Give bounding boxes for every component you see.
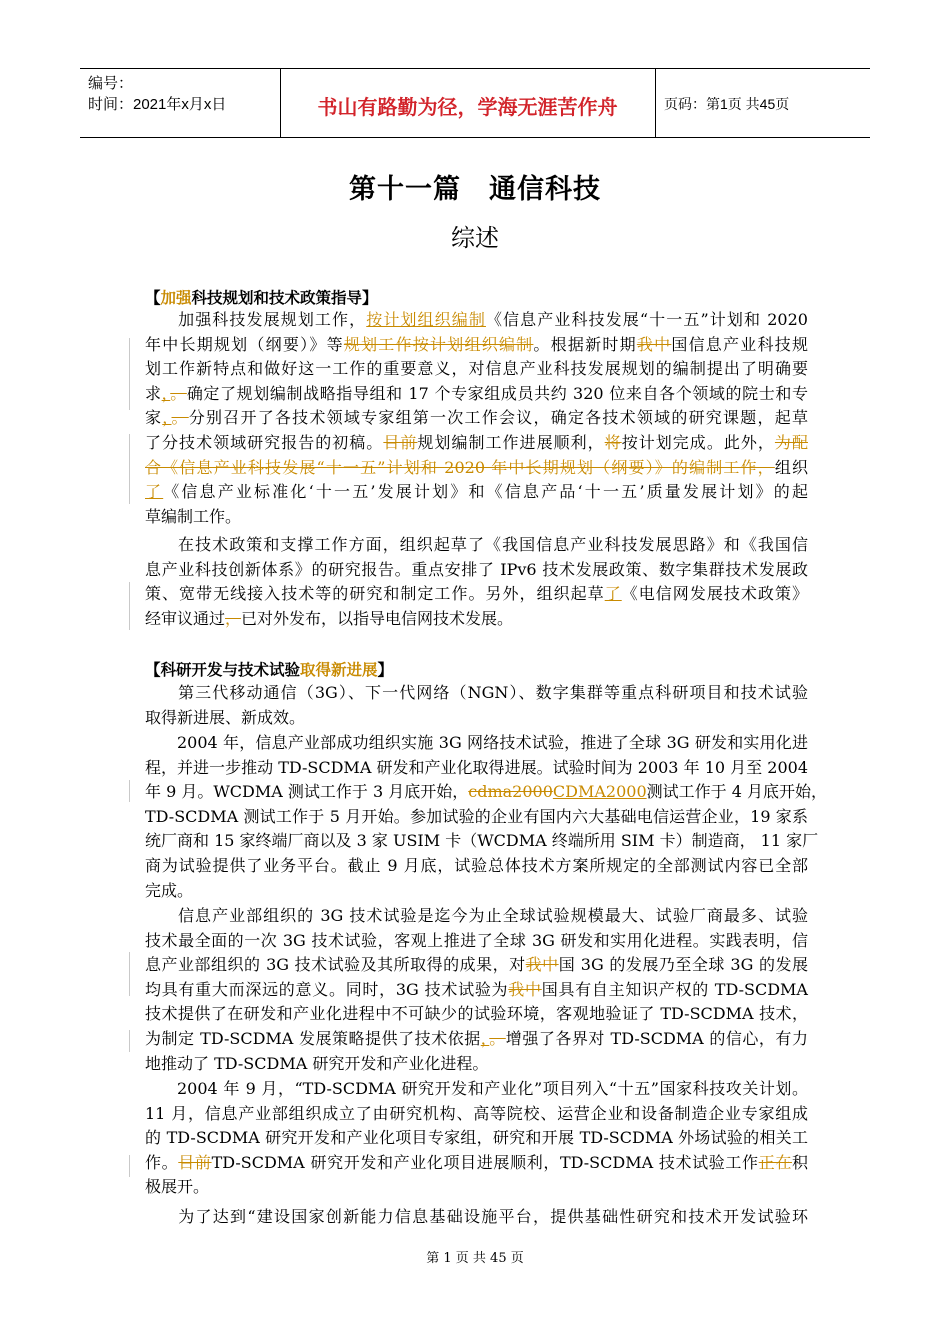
header-divider bbox=[655, 69, 656, 137]
inserted-text: ， bbox=[162, 408, 172, 428]
paragraph-td-scdma: 2004 年 9 月，“TD-SCDMA 研究开发和产业化”项目列入“十五”国家科技攻关计划。 11 月，信息产业部组织成立了由研究机构、高等院校、运营企业和设备制造企业专家组成 的 TD-SCDMA 研究开发和产业化项目专家组，研究和开展 TD-SCDMA 外场试验的相关工 作。目前TD-SCDMA 研究开发和产业化项目进展顺利，TD-SCDMA 技术试验工作正在积 极展开。 bbox=[145, 1079, 808, 1197]
inserted-text: 了 bbox=[604, 584, 622, 604]
deleted-text: 正在 bbox=[758, 1152, 792, 1172]
inserted-text: CDMA2000 bbox=[552, 782, 647, 802]
paragraph-planning: 加强科技发展规划工作，按计划组织编制《信息产业科技发展“十一五”计划和 2020 年中长期规划（纲要）》等规划工作按计划组织编制。根据新时期我中国信息产业科技规 划工作新特点和做好这一工作的重要意义，对信息产业科技发展规划的编制提出了明确要 求，。确定了规划编制战略指导组和 17 个专家组成员共约 320 位来自各个领域的院士和专 家，。分别召开了各技术领域专家组第一次工作会议，确定各技术领域的研究课题，起草 了分技术领域研究报告的初稿。目前规划编制工作进展顺利，将按计划完成。此外，为配 合《信息产业科技发展“十一五”计划和 2020 年中长期规划（纲要）》的编制工作，组织 了《信息产业标准化‘十一五’发展计划》和《信息产品‘十一五’质量发展计划》的起 草编制工作。 bbox=[145, 310, 808, 526]
deleted-text: 目前 bbox=[178, 1152, 212, 1172]
paragraph-3g-trial: 2004 年，信息产业部成功组织实施 3G 网络技术试验，推进了全球 3G 研发和实用化进 程，并进一步推动 TD-SCDMA 研发和产业化取得进展。试验时间为 2003 年 10 月至 2004 年 9 月。WCDMA 测试工作于 3 月底开始，cdma2000CDMA2000测试工作于 4 月底开始， TD-SCDMA 测试工作于 5 月开始。参加试验的企业有国内六大基础电信运营企业，19 家系 统厂商和 15 家终端厂商以及 3 家 USIM 卡（WCDMA 终端所用 SIM 卡）制造商， 11 家厂 商为试验提供了业务平台。截止 9 月底，试验总体技术方案所规定的全部测试内容已全部 完成。 bbox=[145, 733, 827, 900]
revision-bar bbox=[129, 582, 130, 630]
header-meta bbox=[88, 73, 226, 115]
paragraph-innovation: 为了达到“建设国家创新能力信息基础设施平台，提供基础性研究和技术开发试验环 bbox=[177, 1207, 808, 1226]
document-time-label: 时间：2021年x月x日 bbox=[88, 96, 227, 113]
page-header bbox=[80, 68, 870, 138]
deleted-text: cdma2000 bbox=[468, 782, 553, 802]
paragraph-policy: 在技术政策和支撑工作方面，组织起草了《我国信息产业科技发展思路》和《我国信 息产业科技创新体系》的研究报告。重点安排了 IPv6 技术发展政策、数字集群技术发展政 策、宽带无线接入技术等的研究和制定工作。另外，组织起草了《电信网发展技术政策》 经审议通过，已对外发布，以指导电信网技术发展。 bbox=[145, 535, 808, 628]
inserted-text: 加强 bbox=[160, 290, 192, 307]
section-heading-planning: 【加强科技规划和技术政策指导】 bbox=[145, 290, 378, 307]
deleted-text: 。 bbox=[171, 408, 189, 428]
deleted-text: 我中 bbox=[636, 334, 672, 354]
page-title: 第十一篇 通信科技 bbox=[349, 174, 601, 204]
paragraph-3g-significance: 信息产业部组织的 3G 技术试验是迄今为止全球试验规模最大、试验厂商最多、试验 技术最全面的一次 3G 技术试验，客观上推进了全球 3G 研发和实用化进程。实践表明，信 息产业部组织的 3G 技术试验及其所取得的成果，对我中国 3G 的发展乃至全球 3G 的发展 均具有重大而深远的意义。同时，3G 技术试验为我中国具有自主知识产权的 TD-SCDMA 技术提供了在研发和产业化进程中不可缺少的试验环境，客观地验证了 TD-SCDMA 技术， 为制定 TD-SCDMA 发展策略提供了技术依据，。增强了各界对 TD-SCDMA 的信心，有力 地推动了 TD-SCDMA 研究开发和产业化进程。 bbox=[145, 906, 808, 1073]
header-motto: 书山有路勤为径，学海无涯苦作舟 bbox=[317, 97, 618, 119]
deleted-text: ， bbox=[225, 608, 242, 628]
inserted-text: 按计划组织编制 bbox=[366, 310, 486, 329]
revision-bar bbox=[129, 780, 130, 802]
deleted-text: 为配 bbox=[774, 432, 808, 452]
document-number-label: 编号： bbox=[88, 75, 134, 92]
deleted-text: 我中 bbox=[508, 979, 542, 999]
revision-bar bbox=[129, 434, 130, 504]
inserted-text: ， bbox=[161, 383, 171, 403]
deleted-text: 合《信息产业科技发展“十一五”计划和 2020 年中长期规划（纲要）》的编制工作， bbox=[145, 457, 775, 477]
inserted-text: 取得新进展 bbox=[300, 662, 378, 679]
page-subtitle: 综述 bbox=[451, 225, 499, 252]
header-page-info: 页码：第1页 共45页 bbox=[664, 96, 790, 112]
inserted-text: 了 bbox=[145, 482, 164, 502]
revision-bar bbox=[129, 338, 130, 410]
deleted-text: 规划工作按计划组织编制 bbox=[343, 334, 534, 354]
paragraph-3g-intro: 第三代移动通信（3G）、下一代网络（NGN）、数字集群等重点科研项目和技术试验 取得新进展、新成效。 bbox=[145, 683, 808, 727]
revision-bar bbox=[129, 1155, 130, 1177]
deleted-text: 我中 bbox=[525, 955, 559, 975]
deleted-text: 。 bbox=[170, 383, 187, 403]
deleted-text: 将 bbox=[604, 432, 622, 452]
revision-bar bbox=[129, 952, 130, 996]
deleted-text: 。 bbox=[489, 1028, 506, 1048]
inserted-text: ， bbox=[480, 1028, 490, 1048]
deleted-text: 目前 bbox=[383, 432, 418, 452]
section-heading-research: 【科研开发与技术试验取得新进展】 bbox=[145, 662, 394, 679]
revision-bar bbox=[129, 1030, 130, 1052]
page-footer: 第 1 页 共 45 页 bbox=[426, 1251, 524, 1266]
